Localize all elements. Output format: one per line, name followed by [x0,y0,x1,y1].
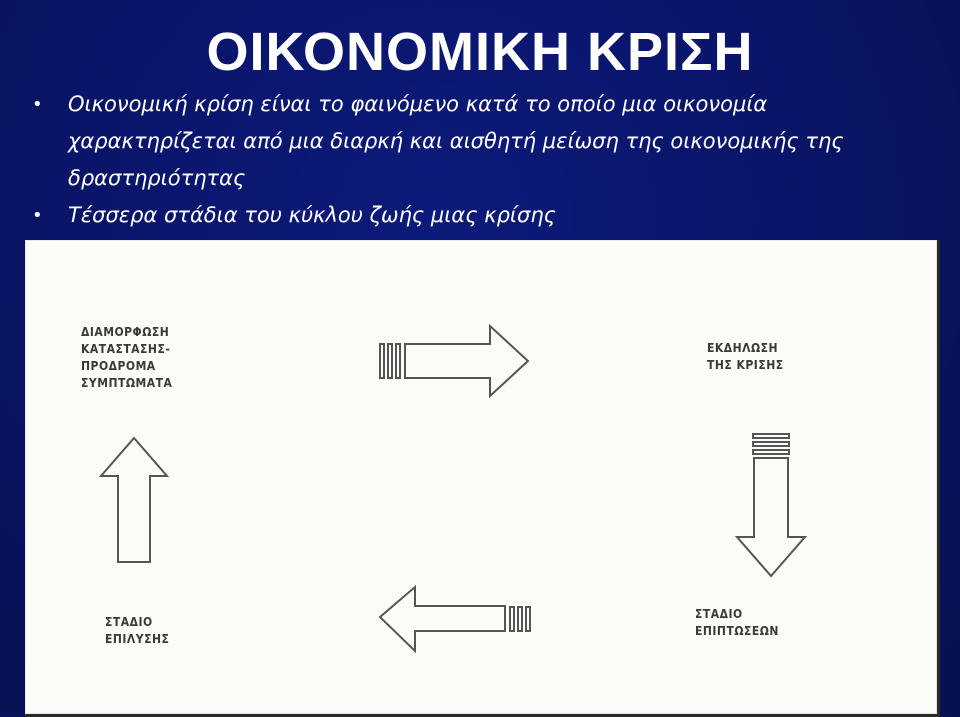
arrow-left-icon [380,587,530,651]
bullet-list [32,86,932,234]
bullet-text-stages: Τέσσερα στάδια του κύκλου ζωής μιας κρίσης [68,203,556,227]
bullet-marker: • [32,94,43,115]
bullet-item [32,86,932,197]
stage-label-consequences: ΣΤΑΔΙΟ ΕΠΙΠΤΩΣΕΩΝ [695,607,779,638]
bullet-text-definition: Οικονομική κρίση είναι το φαινόμενο κατά το οποίο μια οικονομία χαρακτηρίζεται από μια διαρκή και αισθητή μείωση της οικονομικής της δραστηριότητας [68,92,844,190]
arrow-right-icon [380,326,528,396]
crisis-cycle-diagram [25,240,940,717]
arrow-down-icon [737,434,805,576]
stage-label-resolution: ΣΤΑΔΙΟ ΕΠΙΛΥΣΗΣ [105,615,170,646]
slide-title: ΟΙΚΟΝΟΜΙΚΗ ΚΡΙΣΗ [206,22,754,82]
stage-label-outbreak: ΕΚΔΗΛΩΣΗ ΤΗΣ ΚΡΙΣΗΣ [707,341,784,372]
bullet-marker: • [32,205,43,226]
stage-label-formation: ΔΙΑΜΟΡΦΩΣΗ ΚΑΤΑΣΤΑΣΗΣ- ΠΡΟΔΡΟΜΑ ΣΥΜΠΤΩΜΑΤΑ [81,325,173,390]
arrow-up-icon [101,438,167,562]
bullet-item [32,197,932,234]
